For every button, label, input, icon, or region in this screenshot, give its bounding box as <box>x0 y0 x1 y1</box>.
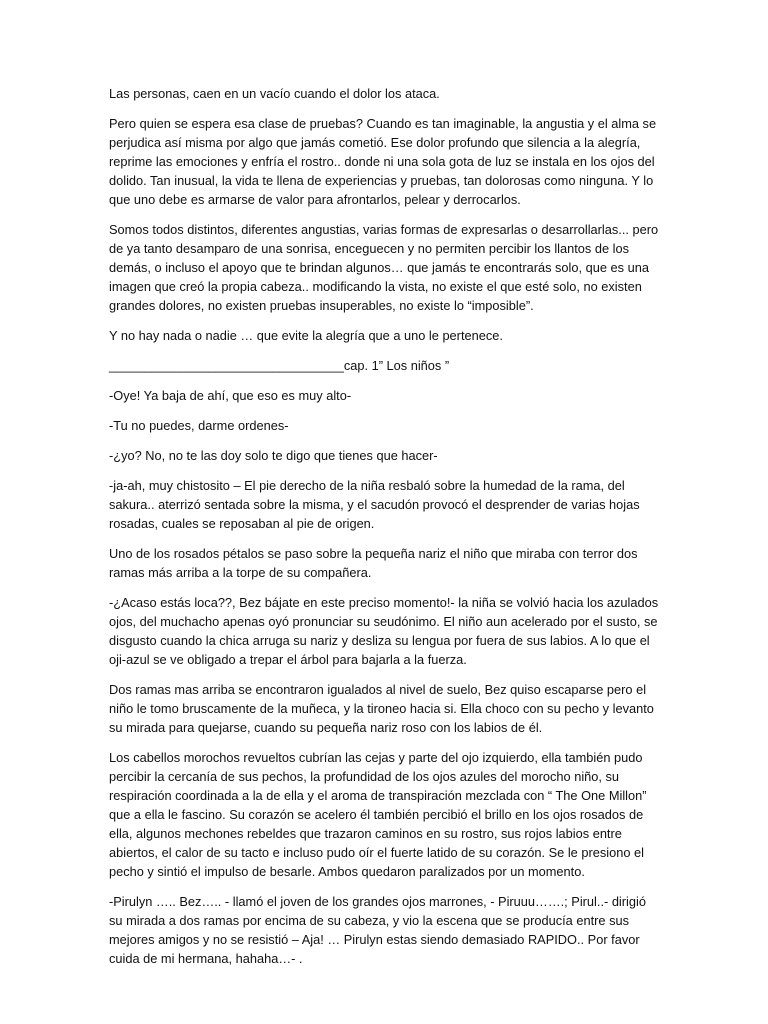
paragraph: Dos ramas mas arriba se encontraron igualados al nivel de suelo, Bez quiso escaparse pero el niño le tomo bruscamente de la muñeca, y la tironeo hacia si. Ella choco con su pecho y levanto su mirada para quejarse, cuando su pequeña nariz roso con los labios de él. <box>109 682 654 735</box>
document-body <box>109 84 659 979</box>
paragraph: -ja-ah, muy chistosito – El pie derecho de la niña resbaló sobre la humedad de la rama, del sakura.. aterrizó sentada sobre la misma, y el sacudón provocó el desprender de varias hojas rosadas, cuales se reposaban al pie de origen. <box>109 478 640 531</box>
dialogue-line: -¿yo? No, no te las doy solo te digo que tienes que hacer- <box>109 448 438 463</box>
paragraph: Los cabellos morochos revueltos cubrían las cejas y parte del ojo izquierdo, ella también pudo percibir la cercanía de sus pechos, la profundidad de los ojos azules del morocho niño, su respiración coordinada a la de ella y el aroma de transpiración mezclada con “ The One Millon” que a ella le fascino. Su corazón se acelero él también percibió el brillo en los ojos rosados de ella, algunos mechones rebeldes que trazaron caminos en su rostro, sus rojos labios entre abiertos, el calor de su tacto e incluso pudo oír el fuerte latido de su corazón. Se le presiono el pecho y sintió el impulso de besarle. Ambos quedaron paralizados por un momento. <box>109 750 647 879</box>
paragraph: -Pirulyn ….. Bez….. - llamó el joven de los grandes ojos marrones, - Piruuu…….; Pirul..- dirigió su mirada a dos ramas por encima de su cabeza, y vio la escena que se producía entre sus mejores amigos y no se resistió – Aja! … Pirulyn estas siendo demasiado RAPIDO.. Por favor cuida de mi hermana, hahaha…- . <box>109 894 646 966</box>
paragraph: Pero quien se espera esa clase de pruebas? Cuando es tan imaginable, la angustia y el alma se perjudica así misma por algo que jamás cometió. Ese dolor profundo que silencia a la alegría, reprime las emociones y enfría el rostro.. donde ni una sola gota de luz se instala en los ojos del dolido. Tan inusual, la vida te llena de experiencias y pruebas, tan dolorosas como ninguna. Y lo que uno debe es armarse de valor para afrontarlos, pelear y derrocarlos. <box>109 116 657 207</box>
paragraph: Y no hay nada o nadie … que evite la alegría que a uno le pertenece. <box>109 328 503 343</box>
paragraph: Somos todos distintos, diferentes angustias, varias formas de expresarlas o desarrollarlas... pero de ya tanto desamparo de una sonrisa, enceguecen y no permiten percibir los llantos de los demás, o incluso el apoyo que te brindan algunos… que jamás te encontrarás solo, que es una imagen que creó la propia cabeza.. modificando la vista, no existe el que esté solo, no existen grandes dolores, no existen pruebas insuperables, no existe lo “imposible”. <box>109 222 659 313</box>
dialogue-line: -Tu no puedes, darme ordenes- <box>109 418 289 433</box>
dialogue-line: -Oye! Ya baja de ahí, que eso es muy alto- <box>109 388 352 403</box>
paragraph-intro: Las personas, caen en un vacío cuando el dolor los ataca. <box>109 86 440 101</box>
paragraph: -¿Acaso estás loca??, Bez bájate en este preciso momento!- la niña se volvió hacia los azulados ojos, del muchacho apenas oyó pronunciar su seudónimo. El niño aun acelerado por el susto, se disgusto cuando la chica arruga su nariz y desliza su lengua por fuera de sus labios. A lo que el oji-azul se ve obligado a trepar el árbol para bajarla a la fuerza. <box>109 595 659 667</box>
chapter-heading: _________________________________cap. 1” Los niños ” <box>109 358 450 373</box>
paragraph: Uno de los rosados pétalos se paso sobre la pequeña nariz el niño que miraba con terror dos ramas más arriba a la torpe de su compañera. <box>109 546 638 580</box>
